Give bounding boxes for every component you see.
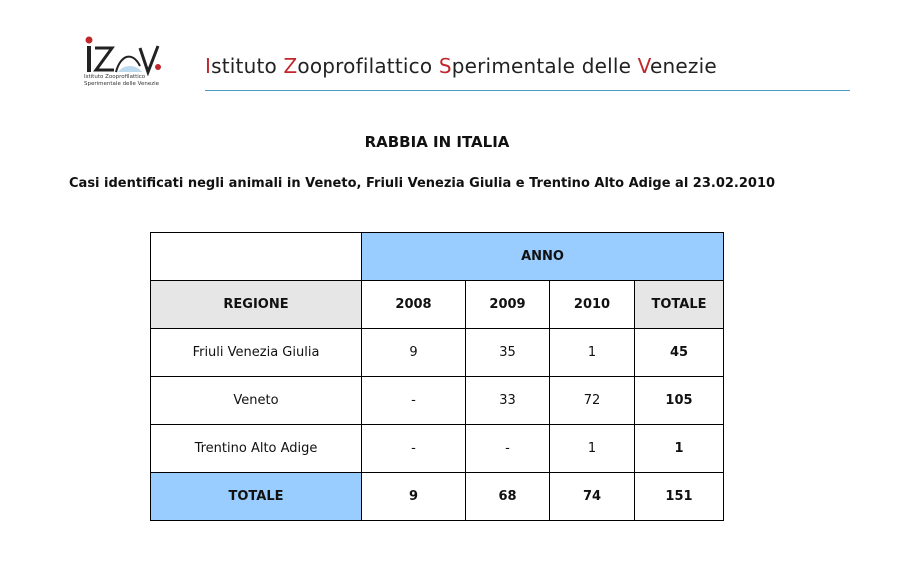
column-header-2009: 2009 (466, 281, 550, 329)
institute-initial: V (637, 54, 651, 78)
izsve-logo-icon (82, 36, 168, 76)
table-row (151, 425, 724, 473)
institute-initial: I (205, 54, 212, 78)
table-corner-cell (151, 233, 362, 281)
value-cell: 72 (550, 377, 635, 425)
row-total-cell: 105 (635, 377, 724, 425)
table-row (151, 329, 724, 377)
total-label-cell: TOTALE (151, 473, 362, 521)
institute-word: enezie (650, 54, 717, 78)
page-subtitle: Casi identificati negli animali in Veneto, Friuli Venezia Giulia e Trentino Alto Adige al 23.02.2010 (69, 176, 776, 191)
institute-name (205, 54, 717, 78)
column-header-region: REGIONE (151, 281, 362, 329)
institute-initial: Z (283, 54, 298, 78)
value-cell: 1 (550, 329, 635, 377)
page-title: RABBIA IN ITALIA (364, 133, 510, 151)
value-cell: - (362, 425, 466, 473)
column-header-total: TOTALE (635, 281, 724, 329)
column-header-2010: 2010 (550, 281, 635, 329)
value-cell: 1 (550, 425, 635, 473)
value-cell: 33 (466, 377, 550, 425)
total-value-cell: 74 (550, 473, 635, 521)
logo-caption-line1: Istituto Zooprofilattico (84, 74, 146, 80)
institute-word: stituto (211, 54, 284, 78)
region-cell: Veneto (151, 377, 362, 425)
table-total-row (151, 473, 724, 521)
total-value-cell: 68 (466, 473, 550, 521)
table-header-row (151, 281, 724, 329)
rabies-cases-table (150, 232, 724, 521)
value-cell: 9 (362, 329, 466, 377)
value-cell: 35 (466, 329, 550, 377)
row-total-cell: 45 (635, 329, 724, 377)
region-cell: Trentino Alto Adige (151, 425, 362, 473)
total-value-cell: 9 (362, 473, 466, 521)
header-divider (205, 90, 850, 91)
year-group-header: ANNO (362, 233, 724, 281)
region-cell: Friuli Venezia Giulia (151, 329, 362, 377)
table-row (151, 377, 724, 425)
row-total-cell: 1 (635, 425, 724, 473)
institute-logo (82, 36, 168, 94)
logo-caption-line2: Sperimentale delle Venezie (84, 81, 160, 87)
value-cell: - (362, 377, 466, 425)
institute-word: perimentale delle (451, 54, 638, 78)
table-group-header-row (151, 233, 724, 281)
value-cell: - (466, 425, 550, 473)
institute-word: ooprofilattico (297, 54, 439, 78)
institute-initial: S (438, 54, 452, 78)
grand-total-cell: 151 (635, 473, 724, 521)
column-header-2008: 2008 (362, 281, 466, 329)
